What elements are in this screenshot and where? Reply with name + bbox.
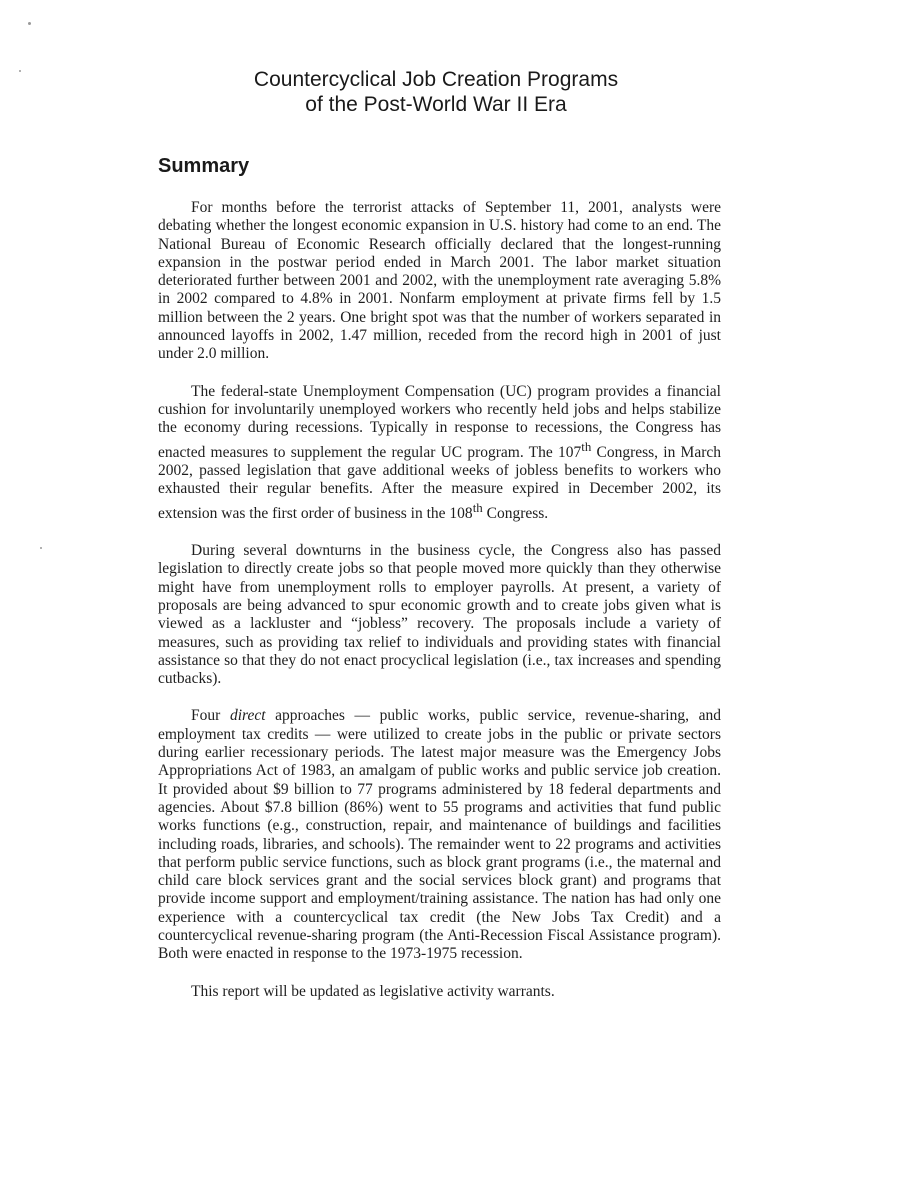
scan-speck xyxy=(40,547,42,549)
paragraph-downturns xyxy=(158,542,721,688)
paragraph-text: Congress. xyxy=(482,504,549,522)
paragraph-text: Four xyxy=(191,707,230,725)
paragraph-text: The federal-state Unemployment Compensation (UC) program provides a financial cushion for involuntarily unemployed workers who recently held jobs and helps stabilize the economy during recessions. Typically in response to recessions, the Congress has enacted measures to supplement the regular UC program. The 107 xyxy=(158,382,721,461)
paragraph-text: For months before the terrorist attacks of September 11, 2001, analysts were debating whether the longest economic expansion in U.S. history had come to an end. The National Bureau of Economic Research officially declared that the longest-running expansion in the postwar period ended in March 2001. The labor market situation deteriorated further between 2001 and 2002, with the unemployment rate averaging 5.8% in 2002 compared to 4.8% in 2001. Nonfarm employment at private firms fell by 1.5 million between the 2 years. One bright spot was that the number of workers separated in announced layoffs in 2002, 1.47 million, receded from the record high in 2001 of just under 2.0 million. xyxy=(158,199,721,363)
paragraph-direct-approaches xyxy=(158,707,721,963)
paragraph-text: This report will be updated as legislative activity warrants. xyxy=(191,982,555,1000)
emphasis-direct: direct xyxy=(229,707,266,725)
title-line-2: of the Post-World War II Era xyxy=(305,93,567,116)
summary-heading: Summary xyxy=(158,155,250,177)
paragraph-text: approaches — public works, public service, revenue-sharing, and employment tax credits — were utilized to create jobs in the public or private sectors during earlier recessionary periods. The latest major measure was the Emergency Jobs Appropriations Act of 1983, an amalgam of public works and public service job creation. It provided about $9 billion to 77 programs administered by 18 federal departments and agencies. About $7.8 billion (86%) went to 55 programs and activities that fund public works functions (e.g., construction, repair, and maintenance of buildings and facilities including roads, libraries, and schools). The remainder went to 22 programs and activities that perform public service functions, such as block grant programs (i.e., the maternal and child care block services grant and the social services block grant) and programs that provide income support and employment/training assistance. The nation has had only one experience with a countercyclical tax credit (the New Jobs Tax Credit) and a countercyclical revenue-sharing program (the Anti-Recession Fiscal Assistance program). Both were enacted in response to the 1973-1975 recession. xyxy=(158,707,721,963)
scan-speck xyxy=(28,22,31,25)
ordinal-suffix: th xyxy=(472,499,483,515)
summary-body xyxy=(158,199,721,1020)
paragraph-unemployment-compensation xyxy=(158,383,721,523)
paragraph-text: Congress, in March 2002, passed legislation that gave additional weeks of jobless benefits to workers who exhausted their regular benefits. After the measure expired in December 2002, its extension was the first order of business in the 108 xyxy=(158,443,721,522)
document-title xyxy=(0,67,872,117)
paragraph-expansion xyxy=(158,199,721,364)
ordinal-suffix: th xyxy=(581,438,592,454)
paragraph-update-note xyxy=(158,983,721,1001)
title-line-1: Countercyclical Job Creation Programs xyxy=(253,68,619,91)
paragraph-text: During several downturns in the business cycle, the Congress also has passed legislation to directly create jobs so that people moved more quickly than they otherwise might have from unemployment rolls to employer payrolls. At present, a variety of proposals are being advanced to spur economic growth and to create jobs given what is viewed as a lackluster and “jobless” recovery. The proposals include a variety of measures, such as providing tax relief to individuals and providing states with financial assistance so that they do not enact procyclical legislation (i.e., tax increases and spending cutbacks). xyxy=(158,542,721,688)
